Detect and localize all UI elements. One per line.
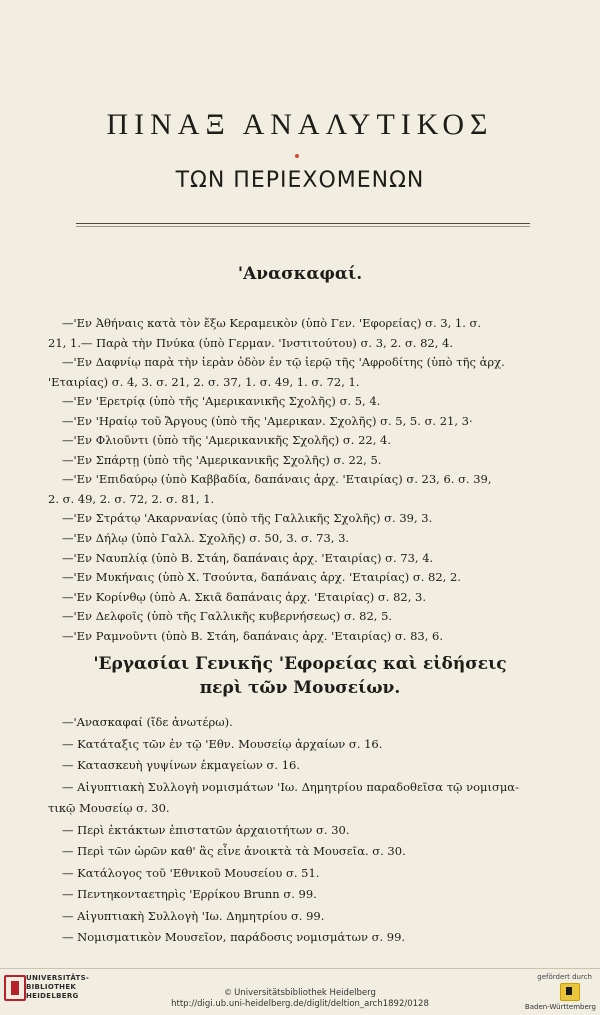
ornament-dot [295, 154, 299, 158]
list-item: 21, 1.— Παρὰ τὴν Πνύκα (ὑπὸ Γερμαν. 'Ινστιτούτου) σ. 3, 2. σ. 82, 4. [48, 335, 454, 350]
library-name: UNIVERSITÄTS- BIBLIOTHEK HEIDELBERG [26, 974, 90, 1000]
list-item: — Κατάλογος τοῦ 'Εθνικοῦ Μουσείου σ. 51. [62, 865, 320, 880]
page-title: ΠΙΝΑΞ ΑΝΑΛΥΤΙΚΟΣ [106, 108, 494, 141]
baden-wuerttemberg-logo-icon[interactable] [560, 983, 580, 1001]
list-item: —'Εν Ἀθήναις κατὰ τὸν ἔξω Κεραμεικὸν (ὑπὸ Γεν. 'Εφορείας) σ. 3, 1. σ. [62, 316, 482, 330]
section-heading-line: περὶ τῶν Μουσείων. [199, 678, 401, 698]
list-item: —'Εν Δαφνίῳ παρὰ τὴν ἱερὰν ὁδὸν ἐν τῷ ἱερῷ τῆς 'Αφροδίτης (ὑπὸ τῆς ἀρχ. [62, 355, 505, 370]
list-item: —'Εν Σπάρτῃ (ὑπὸ τῆς 'Αμερικανικῆς Σχολῆς) σ. 22, 5. [62, 452, 382, 467]
list-item: —'Εν Φλιοῦντι (ὑπὸ τῆς 'Αμερικανικῆς Σχολῆς) σ. 22, 4. [62, 433, 391, 448]
list-item: τικῷ Μουσείῳ σ. 30. [48, 801, 170, 815]
sponsor-label: gefördert durch [537, 973, 592, 981]
excavations-list [48, 314, 556, 646]
list-item: —'Εν Κορίνθῳ (ὑπὸ Α. Σκιᾶ δαπάναις ἀρχ. 'Εταιρίας) σ. 82, 3. [62, 589, 426, 604]
list-item: — Αἰγυπτιακὴ Συλλογὴ 'Ιω. Δημητρίου σ. 99. [62, 908, 325, 923]
sponsor-name: Baden-Württemberg [524, 1003, 596, 1011]
footer-bar [0, 968, 600, 1015]
copyright-notice [0, 987, 600, 1010]
works-list [48, 712, 556, 949]
list-item: —'Εν Μυκήναις (ὑπὸ Χ. Τσούντα, δαπάναις ἀρχ. 'Εταιρίας) σ. 82, 2. [62, 570, 461, 585]
list-item: —'Εν Δελφοῖς (ὑπὸ τῆς Γαλλικῆς κυβερνήσεως) σ. 82, 5. [62, 609, 393, 624]
list-item: — Κατάταξις τῶν ἐν τῷ 'Εθν. Μουσείῳ ἀρχαίων σ. 16. [62, 736, 383, 751]
copyright-text: Universitätsbibliothek Heidelberg [234, 988, 376, 998]
list-item: — Περὶ ἐκτάκτων ἐπιστατῶν ἀρχαιοτήτων σ. 30. [62, 822, 350, 837]
section-heading-excavations: 'Ανασκαφαί. [237, 264, 363, 284]
list-item: —'Εν 'Επιδαύρῳ (ὑπὸ Καββαδία, δαπάναις ἀρχ. 'Εταιρίας) σ. 23, 6. σ. 39, [62, 472, 492, 487]
section-heading-works [0, 652, 600, 700]
list-item: — Αἰγυπτιακὴ Συλλογὴ νομισμάτων 'Ιω. Δημητρίου παραδοθεῖσα τῷ νομισμα- [62, 779, 519, 794]
list-item: —'Εν Δήλῳ (ὑπὸ Γαλλ. Σχολῆς) σ. 50, 3. σ. 73, 3. [62, 531, 350, 546]
page-subtitle: ΤΩΝ ΠΕΡΙΕΧΟΜΕΝΩΝ [175, 168, 425, 193]
list-item: 2. σ. 49, 2. σ. 72, 2. σ. 81, 1. [48, 491, 215, 506]
list-item: — Νομισματικὸν Μουσεῖον, παράδοσις νομισμάτων σ. 99. [62, 930, 406, 944]
list-item: — Περὶ τῶν ὡρῶν καθ' ἃς εἶνε ἀνοικτὰ τὰ Μουσεῖα. σ. 30. [62, 844, 406, 858]
title-rule-secondary [76, 226, 530, 227]
copyright-icon: © [224, 988, 233, 997]
list-item: —'Εν Στράτῳ 'Ακαρνανίας (ὑπὸ τῆς Γαλλικῆς Σχολῆς) σ. 39, 3. [62, 511, 433, 526]
list-item: —'Εν 'Ηραίῳ τοῦ Ἄργους (ὑπὸ τῆς 'Αμερικαν. Σχολῆς) σ. 5, 5. σ. 21, 3· [62, 413, 473, 428]
section-heading-line: 'Εργασίαι Γενικῆς 'Εφορείας καὶ εἰδήσεις [93, 654, 507, 674]
list-item: —'Εν 'Ερετρίᾳ (ὑπὸ τῆς 'Αμερικανικῆς Σχολῆς) σ. 5, 4. [62, 394, 381, 409]
list-item: —'Εν Ναυπλίᾳ (ὑπὸ Β. Στάη, δαπάναις ἀρχ. 'Εταιρίας) σ. 73, 4. [62, 550, 434, 565]
source-url-link[interactable]: http://digi.ub.uni-heidelberg.de/diglit/deltion_arch1892/0128 [171, 999, 429, 1009]
list-item: —'Εν Ραμνοῦντι (ὑπὸ Β. Στάη, δαπάναις ἀρχ. 'Εταιρίας) σ. 83, 6. [62, 628, 444, 643]
list-item: — Κατασκευὴ γυψίνων ἐκμαγείων σ. 16. [62, 758, 300, 772]
list-item: — Πεντηκονταετηρὶς 'Ερρίκου Brunn σ. 99. [62, 887, 317, 901]
list-item: —'Ανασκαφαί (ἴδε ἀνωτέρω). [62, 715, 233, 729]
list-item: 'Εταιρίας) σ. 4, 3. σ. 21, 2. σ. 37, 1. σ. 49, 1. σ. 72, 1. [48, 374, 360, 389]
title-rule [76, 223, 530, 224]
